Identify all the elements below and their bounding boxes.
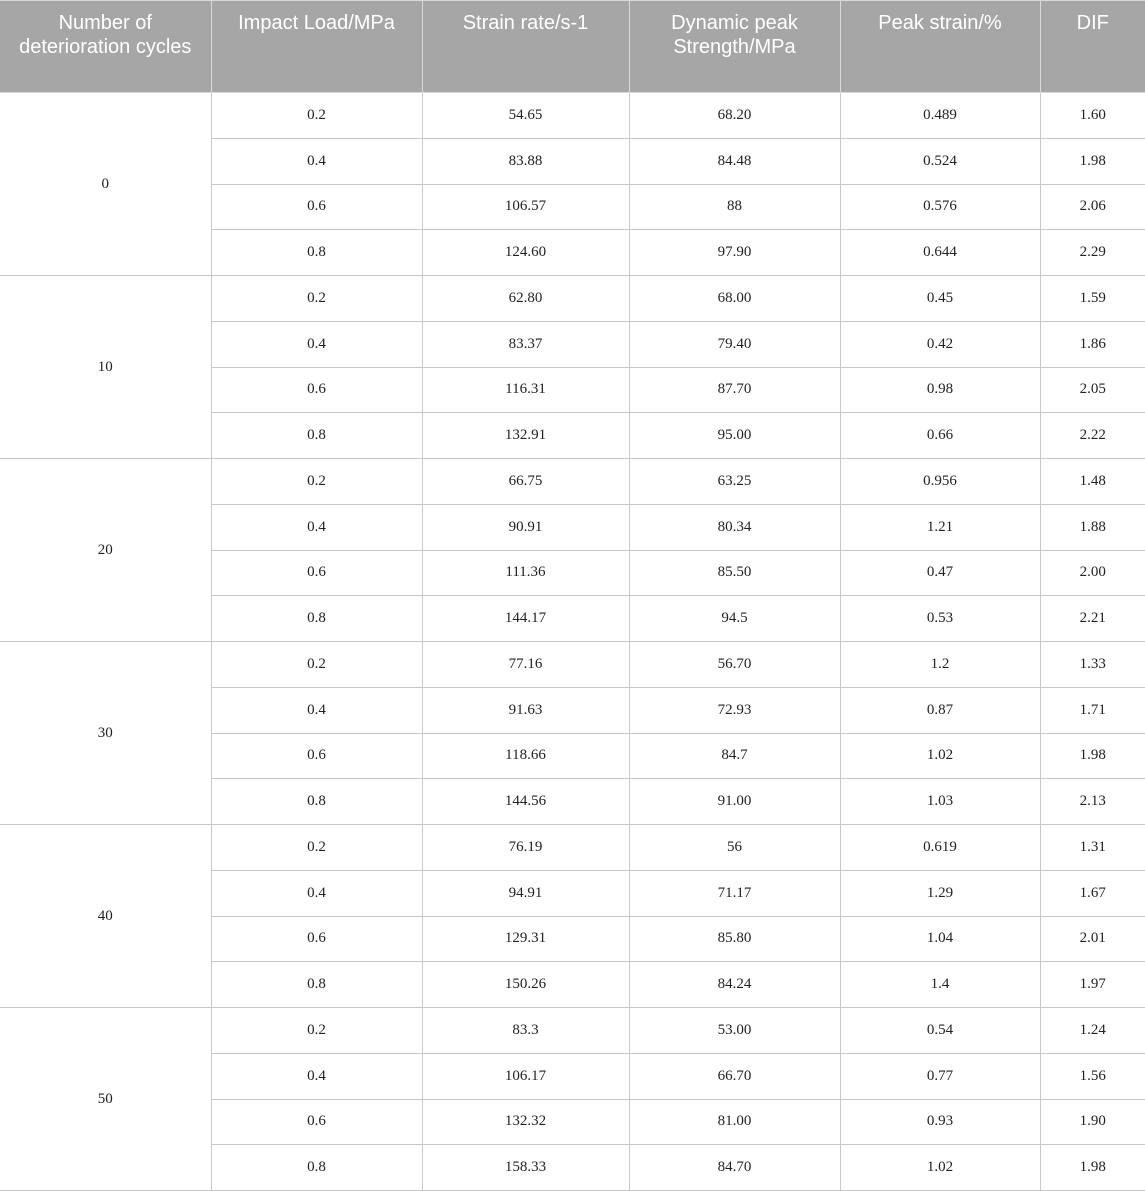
- impact-load-cell: 0.6: [211, 367, 422, 413]
- dynamic-peak-strength-cell: 56.70: [629, 642, 840, 688]
- dif-cell: 2.21: [1040, 596, 1145, 642]
- header-dif: DIF: [1040, 1, 1145, 93]
- dif-cell: 1.59: [1040, 276, 1145, 322]
- impact-load-cell: 0.8: [211, 1145, 422, 1191]
- peak-strain-cell: 1.02: [840, 1145, 1040, 1191]
- dynamic-peak-strength-cell: 80.34: [629, 504, 840, 550]
- peak-strain-cell: 0.87: [840, 687, 1040, 733]
- dif-cell: 1.33: [1040, 642, 1145, 688]
- dynamic-peak-strength-cell: 87.70: [629, 367, 840, 413]
- dynamic-peak-strength-cell: 88: [629, 184, 840, 230]
- strain-rate-cell: 111.36: [422, 550, 629, 596]
- strain-rate-cell: 83.88: [422, 138, 629, 184]
- dynamic-peak-strength-cell: 91.00: [629, 779, 840, 825]
- peak-strain-cell: 0.524: [840, 138, 1040, 184]
- strain-rate-cell: 144.56: [422, 779, 629, 825]
- dif-cell: 2.22: [1040, 413, 1145, 459]
- header-impact-load: Impact Load/MPa: [211, 1, 422, 93]
- dif-cell: 1.98: [1040, 138, 1145, 184]
- dynamic-peak-strength-cell: 85.50: [629, 550, 840, 596]
- impact-load-cell: 0.8: [211, 413, 422, 459]
- dif-cell: 2.01: [1040, 916, 1145, 962]
- impact-load-cell: 0.8: [211, 230, 422, 276]
- dynamic-peak-strength-cell: 95.00: [629, 413, 840, 459]
- dif-cell: 1.71: [1040, 687, 1145, 733]
- dif-cell: 1.98: [1040, 733, 1145, 779]
- dynamic-peak-strength-cell: 94.5: [629, 596, 840, 642]
- impact-load-cell: 0.2: [211, 93, 422, 139]
- dynamic-peak-strength-cell: 72.93: [629, 687, 840, 733]
- strain-rate-cell: 124.60: [422, 230, 629, 276]
- dynamic-peak-strength-cell: 85.80: [629, 916, 840, 962]
- peak-strain-cell: 0.489: [840, 93, 1040, 139]
- impact-load-cell: 0.2: [211, 459, 422, 505]
- cycles-cell: 40: [0, 825, 211, 1008]
- peak-strain-cell: 0.619: [840, 825, 1040, 871]
- peak-strain-cell: 1.2: [840, 642, 1040, 688]
- dynamic-peak-strength-cell: 84.7: [629, 733, 840, 779]
- peak-strain-cell: 0.42: [840, 321, 1040, 367]
- strain-rate-cell: 132.91: [422, 413, 629, 459]
- impact-load-cell: 0.6: [211, 916, 422, 962]
- impact-load-cell: 0.2: [211, 825, 422, 871]
- peak-strain-cell: 0.93: [840, 1099, 1040, 1145]
- table-row: [0, 459, 1145, 505]
- peak-strain-cell: 0.66: [840, 413, 1040, 459]
- dif-cell: 2.13: [1040, 779, 1145, 825]
- dif-cell: 1.60: [1040, 93, 1145, 139]
- impact-load-cell: 0.6: [211, 184, 422, 230]
- impact-load-cell: 0.4: [211, 1053, 422, 1099]
- strain-rate-cell: 77.16: [422, 642, 629, 688]
- peak-strain-cell: 1.29: [840, 870, 1040, 916]
- dif-cell: 1.56: [1040, 1053, 1145, 1099]
- dif-cell: 1.31: [1040, 825, 1145, 871]
- dif-cell: 1.88: [1040, 504, 1145, 550]
- dif-cell: 2.29: [1040, 230, 1145, 276]
- dif-cell: 2.00: [1040, 550, 1145, 596]
- dynamic-peak-strength-cell: 84.70: [629, 1145, 840, 1191]
- strain-rate-cell: 106.17: [422, 1053, 629, 1099]
- peak-strain-cell: 0.54: [840, 1008, 1040, 1054]
- cycles-cell: 10: [0, 276, 211, 459]
- peak-strain-cell: 0.576: [840, 184, 1040, 230]
- dif-cell: 1.67: [1040, 870, 1145, 916]
- dynamic-peak-strength-cell: 53.00: [629, 1008, 840, 1054]
- strain-rate-cell: 83.3: [422, 1008, 629, 1054]
- dif-cell: 1.90: [1040, 1099, 1145, 1145]
- dynamic-peak-strength-cell: 79.40: [629, 321, 840, 367]
- strain-rate-cell: 129.31: [422, 916, 629, 962]
- dynamic-peak-strength-cell: 81.00: [629, 1099, 840, 1145]
- strain-rate-cell: 76.19: [422, 825, 629, 871]
- strain-rate-cell: 132.32: [422, 1099, 629, 1145]
- strain-rate-cell: 94.91: [422, 870, 629, 916]
- impact-load-cell: 0.8: [211, 962, 422, 1008]
- header-peak-strain: Peak strain/%: [840, 1, 1040, 93]
- impact-load-cell: 0.2: [211, 276, 422, 322]
- table-row: [0, 1008, 1145, 1054]
- impact-load-cell: 0.6: [211, 733, 422, 779]
- dynamic-peak-strength-cell: 71.17: [629, 870, 840, 916]
- peak-strain-cell: 0.47: [840, 550, 1040, 596]
- impact-load-cell: 0.4: [211, 504, 422, 550]
- impact-load-cell: 0.4: [211, 321, 422, 367]
- dynamic-peak-strength-cell: 66.70: [629, 1053, 840, 1099]
- dif-cell: 2.06: [1040, 184, 1145, 230]
- dif-cell: 1.86: [1040, 321, 1145, 367]
- dynamic-peak-strength-cell: 84.24: [629, 962, 840, 1008]
- peak-strain-cell: 1.03: [840, 779, 1040, 825]
- dynamic-peak-strength-cell: 84.48: [629, 138, 840, 184]
- table-body: [0, 93, 1145, 1191]
- strain-rate-cell: 62.80: [422, 276, 629, 322]
- cycles-cell: 20: [0, 459, 211, 642]
- table-header: [0, 1, 1145, 93]
- dynamic-peak-strength-cell: 68.00: [629, 276, 840, 322]
- peak-strain-cell: 1.21: [840, 504, 1040, 550]
- table-row: [0, 93, 1145, 139]
- strain-rate-cell: 106.57: [422, 184, 629, 230]
- dif-cell: 1.48: [1040, 459, 1145, 505]
- cycles-cell: 30: [0, 642, 211, 825]
- header-dynamic-peak-strength: Dynamic peak Strength/MPa: [629, 1, 840, 93]
- strain-rate-cell: 91.63: [422, 687, 629, 733]
- header-row: [0, 1, 1145, 93]
- peak-strain-cell: 0.956: [840, 459, 1040, 505]
- dif-cell: 1.97: [1040, 962, 1145, 1008]
- impact-load-cell: 0.2: [211, 642, 422, 688]
- table-row: [0, 276, 1145, 322]
- impact-load-cell: 0.2: [211, 1008, 422, 1054]
- dif-cell: 1.98: [1040, 1145, 1145, 1191]
- strain-rate-cell: 66.75: [422, 459, 629, 505]
- peak-strain-cell: 1.4: [840, 962, 1040, 1008]
- impact-load-cell: 0.4: [211, 138, 422, 184]
- peak-strain-cell: 1.04: [840, 916, 1040, 962]
- cycles-cell: 50: [0, 1008, 211, 1191]
- peak-strain-cell: 0.77: [840, 1053, 1040, 1099]
- dif-cell: 1.24: [1040, 1008, 1145, 1054]
- dynamic-peak-strength-cell: 63.25: [629, 459, 840, 505]
- peak-strain-cell: 1.02: [840, 733, 1040, 779]
- dynamic-peak-strength-cell: 56: [629, 825, 840, 871]
- peak-strain-cell: 0.98: [840, 367, 1040, 413]
- impact-load-cell: 0.4: [211, 870, 422, 916]
- impact-load-cell: 0.8: [211, 596, 422, 642]
- strain-rate-cell: 54.65: [422, 93, 629, 139]
- strain-rate-cell: 118.66: [422, 733, 629, 779]
- dif-cell: 2.05: [1040, 367, 1145, 413]
- dynamic-peak-strength-cell: 97.90: [629, 230, 840, 276]
- strain-rate-cell: 90.91: [422, 504, 629, 550]
- table-row: [0, 825, 1145, 871]
- impact-load-cell: 0.8: [211, 779, 422, 825]
- peak-strain-cell: 0.644: [840, 230, 1040, 276]
- strain-rate-cell: 150.26: [422, 962, 629, 1008]
- strain-rate-cell: 83.37: [422, 321, 629, 367]
- dynamic-peak-strength-cell: 68.20: [629, 93, 840, 139]
- table-row: [0, 642, 1145, 688]
- impact-load-cell: 0.6: [211, 550, 422, 596]
- strain-rate-cell: 144.17: [422, 596, 629, 642]
- impact-load-cell: 0.4: [211, 687, 422, 733]
- strain-rate-cell: 116.31: [422, 367, 629, 413]
- peak-strain-cell: 0.45: [840, 276, 1040, 322]
- header-cycles: Number of deterioration cycles: [0, 1, 211, 93]
- cycles-cell: 0: [0, 93, 211, 276]
- impact-load-cell: 0.6: [211, 1099, 422, 1145]
- strain-rate-cell: 158.33: [422, 1145, 629, 1191]
- peak-strain-cell: 0.53: [840, 596, 1040, 642]
- header-strain-rate: Strain rate/s-1: [422, 1, 629, 93]
